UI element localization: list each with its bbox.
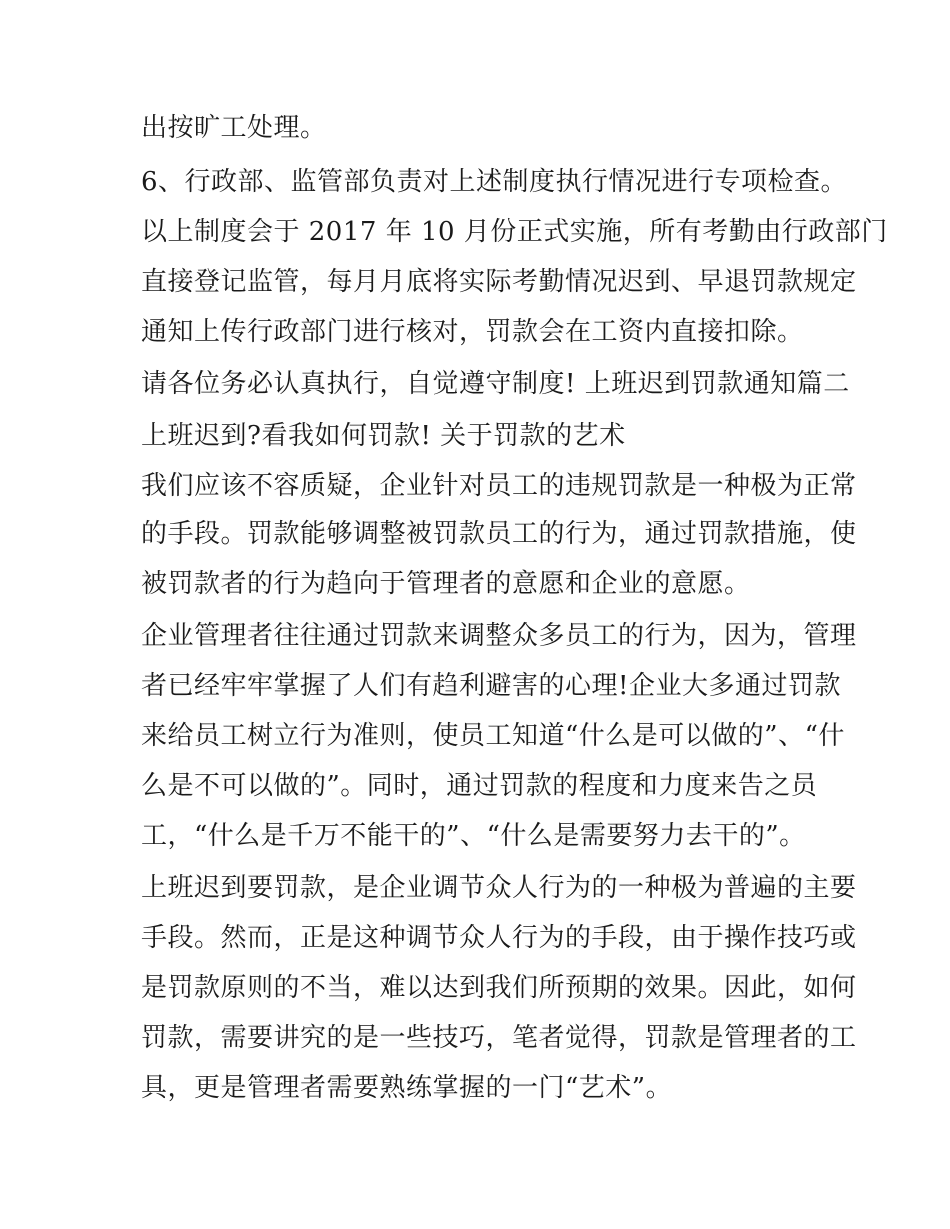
text-line: 直接登记监管，每月月底将实际考勤情况迟到、早退罚款规定 [141, 267, 857, 297]
text-line: 手段。然而，正是这种调节众人行为的手段，由于操作技巧或 [141, 923, 857, 953]
text-line: 出按旷工处理。 [141, 113, 327, 143]
text-line: 6、行政部、监管部负责对上述制度执行情况进行专项检查。 [141, 167, 848, 197]
text-line: 罚款，需要讲究的是一些技巧，笔者觉得，罚款是管理者的工 [141, 1023, 857, 1053]
text-line: 工，“什么是千万不能干的”、“什么是需要努力去干的”。 [141, 821, 806, 851]
text-line: 通知上传行政部门进行核对，罚款会在工资内直接扣除。 [141, 317, 804, 347]
text-line: 具，更是管理者需要熟练掌握的一门“艺术”。 [141, 1073, 673, 1103]
text-line: 以上制度会于 2017 年 10 月份正式实施，所有考勤由行政部门 [141, 217, 888, 247]
text-line: 我们应该不容质疑，企业针对员工的违规罚款是一种极为正常 [141, 471, 857, 501]
text-line: 者已经牢牢掌握了人们有趋利避害的心理!企业大多通过罚款 [141, 671, 841, 701]
text-line: 来给员工树立行为准则，使员工知道“什么是可以做的”、“什 [141, 721, 845, 751]
text-line: 的手段。罚款能够调整被罚款员工的行为，通过罚款措施，使 [141, 519, 857, 549]
text-line: 是罚款原则的不当，难以达到我们所预期的效果。因此，如何 [141, 973, 857, 1003]
text-line: 请各位务必认真执行，自觉遵守制度! 上班迟到罚款通知篇二 [141, 369, 850, 399]
text-line: 企业管理者往往通过罚款来调整众多员工的行为，因为，管理 [141, 621, 857, 651]
section-heading: 上班迟到?看我如何罚款! 关于罚款的艺术 [141, 421, 626, 451]
text-line: 上班迟到要罚款，是企业调节众人行为的一种极为普遍的主要 [141, 873, 857, 903]
text-line: 被罚款者的行为趋向于管理者的意愿和企业的意愿。 [141, 569, 751, 599]
text-line: 么是不可以做的”。同时，通过罚款的程度和力度来告之员 [141, 771, 818, 801]
